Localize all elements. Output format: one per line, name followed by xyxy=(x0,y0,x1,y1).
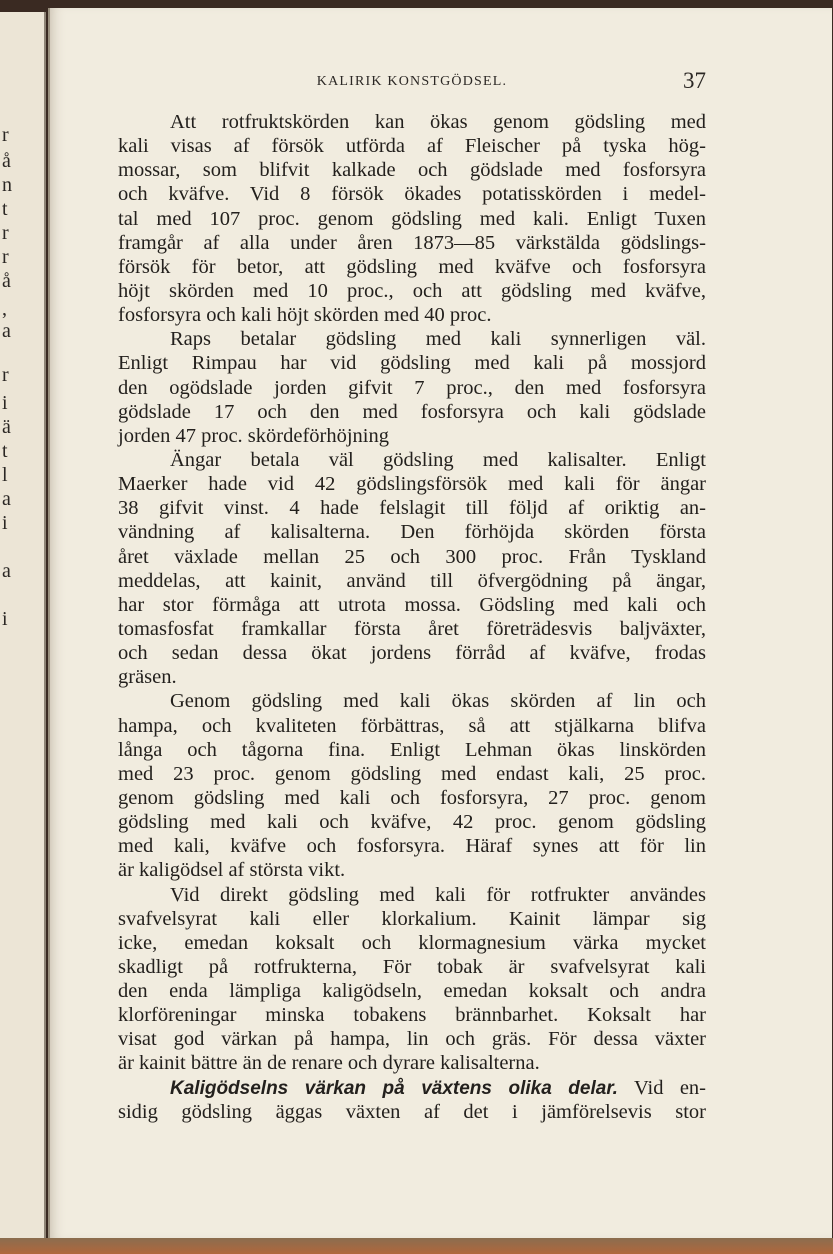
text-line: skadligt på rotfrukterna, För tobak är svafvelsyrat kali xyxy=(118,955,706,978)
text-line: Genom gödsling med kali ökas skörden af lin och xyxy=(170,690,706,713)
text-line: kali visas af försök utförda af Fleischer på tyska hög- xyxy=(118,135,706,158)
text-line: klorföreningar minska tobakens brännbarhet. Koksalt har xyxy=(118,1004,706,1027)
text-line: gödslade 17 och den med fosforsyra och kali gödslade xyxy=(118,400,706,423)
margin-fragment: t xyxy=(2,440,8,462)
text-line: Maerker hade vid 42 gödslingsförsök med kali för ängar xyxy=(118,473,706,496)
text-line: höjt skörden med 10 proc., och att gödsling med kväfve, xyxy=(118,279,706,302)
margin-fragment: r xyxy=(2,364,9,386)
running-head: KALIRIK KONSTGÖDSEL. xyxy=(316,74,508,89)
margin-fragment: r xyxy=(2,124,9,146)
text-line: fosforsyra och kali höjt skörden med 40 proc. xyxy=(118,304,492,327)
text-line: genom gödsling med kali och fosforsyra, 27 proc. genom xyxy=(118,786,706,809)
heading-line-text: Vid en- xyxy=(633,1076,707,1099)
margin-fragment: i xyxy=(2,392,8,414)
margin-fragment: ä xyxy=(2,416,11,438)
page-header xyxy=(118,68,706,96)
text-line: tal med 107 proc. genom gödsling med kali. Enligt Tuxen xyxy=(118,207,706,230)
text-line: Raps betalar gödsling med kali synnerligen väl. xyxy=(170,328,706,351)
margin-fragment: r xyxy=(2,222,9,244)
text-line: försök för betor, att gödsling med kväfve och fosforsyra xyxy=(118,255,706,278)
book-bottom-edge xyxy=(0,1238,833,1254)
text-line: med 23 proc. genom gödsling med endast kali, 25 proc. xyxy=(118,762,706,785)
margin-fragment: t xyxy=(2,198,8,220)
margin-fragment: i xyxy=(2,608,8,630)
margin-fragment: å xyxy=(2,270,11,292)
previous-page-edge xyxy=(0,12,46,1240)
margin-fragment: i xyxy=(2,512,8,534)
text-line: hampa, och kvaliteten förbättras, så att stjälkarna blifva xyxy=(118,714,706,737)
margin-fragment: r xyxy=(2,246,9,268)
text-line: Ängar betala väl gödsling med kalisalter. Enligt xyxy=(170,448,706,471)
text-line: och kväfve. Vid 8 försök ökades potatisskörden i medel- xyxy=(118,183,706,206)
margin-fragment: a xyxy=(2,560,11,582)
text-line: Att rotfruktskörden kan ökas genom gödsling med xyxy=(170,111,706,133)
text-line: den enda lämpliga kaligödseln, emedan koksalt och andra xyxy=(118,980,706,1003)
text-line: gräsen. xyxy=(118,666,177,689)
text-line: är kainit bättre än de renare och dyrare kalisalterna. xyxy=(118,1052,540,1075)
text-line: jorden 47 proc. skördeförhöjning xyxy=(118,424,389,447)
text-line: svafvelsyrat kali eller klorkalium. Kainit lämpar sig xyxy=(118,907,706,930)
text-line: med kali, kväfve och fosforsyra. Häraf synes att för lin xyxy=(118,835,706,858)
text-line: vändning af kalisalterna. Den förhöjda skörden första xyxy=(118,521,706,544)
text-line: långa och tågorna fina. Enligt Lehman ökas linskörden xyxy=(118,738,706,761)
margin-fragment: , xyxy=(2,298,7,320)
margin-fragment: å xyxy=(2,150,11,172)
body-text xyxy=(118,110,706,1124)
text-line: meddelas, att kainit, använd till öfvergödning på ängar, xyxy=(118,569,706,592)
text-line: är kaligödsel af största vikt. xyxy=(118,859,346,882)
text-line: Enligt Rimpau har vid gödsling med kali på mossjord xyxy=(118,352,706,375)
text-line: mossar, som blifvit kalkade och gödslade med fosforsyra xyxy=(118,159,706,182)
margin-fragment: n xyxy=(2,174,12,196)
section-heading-line xyxy=(118,1076,706,1100)
page-number: 37 xyxy=(683,68,706,93)
text-line: har stor förmåga att utrota mossa. Gödsling med kali och xyxy=(118,593,706,616)
text-line: framgår af alla under åren 1873—85 värkstälda gödslings- xyxy=(118,231,706,254)
margin-fragment: a xyxy=(2,488,11,510)
text-line: gödsling med kali och kväfve, 42 proc. genom gödsling xyxy=(118,811,706,834)
margin-fragment: l xyxy=(2,464,8,486)
text-line: Vid direkt gödsling med kali för rotfrukter användes xyxy=(170,883,706,906)
text-line: visat god värkan på hampa, lin och gräs. För dessa växter xyxy=(118,1028,706,1051)
text-line: året växlade mellan 25 och 300 proc. Från Tyskland xyxy=(118,545,706,568)
section-heading: Kaligödselns värkan på växtens olika delar. xyxy=(170,1077,618,1099)
text-line: sidig gödsling äggas växten af det i jämförelsevis stor xyxy=(118,1100,706,1123)
margin-fragment: a xyxy=(2,320,11,342)
text-line: den ogödslade jorden gifvit 7 proc., den med fosforsyra xyxy=(118,376,706,399)
text-line: och sedan dessa ökat jordens förråd af kväfve, frodas xyxy=(118,642,706,665)
text-line: 38 gifvit vinst. 4 hade felslagit till följd af oriktig an- xyxy=(118,497,706,520)
text-line: tomasfosfat framkallar första året företrädesvis baljväxter, xyxy=(118,617,706,640)
text-line: icke, emedan koksalt och klormagnesium värka mycket xyxy=(118,931,706,954)
